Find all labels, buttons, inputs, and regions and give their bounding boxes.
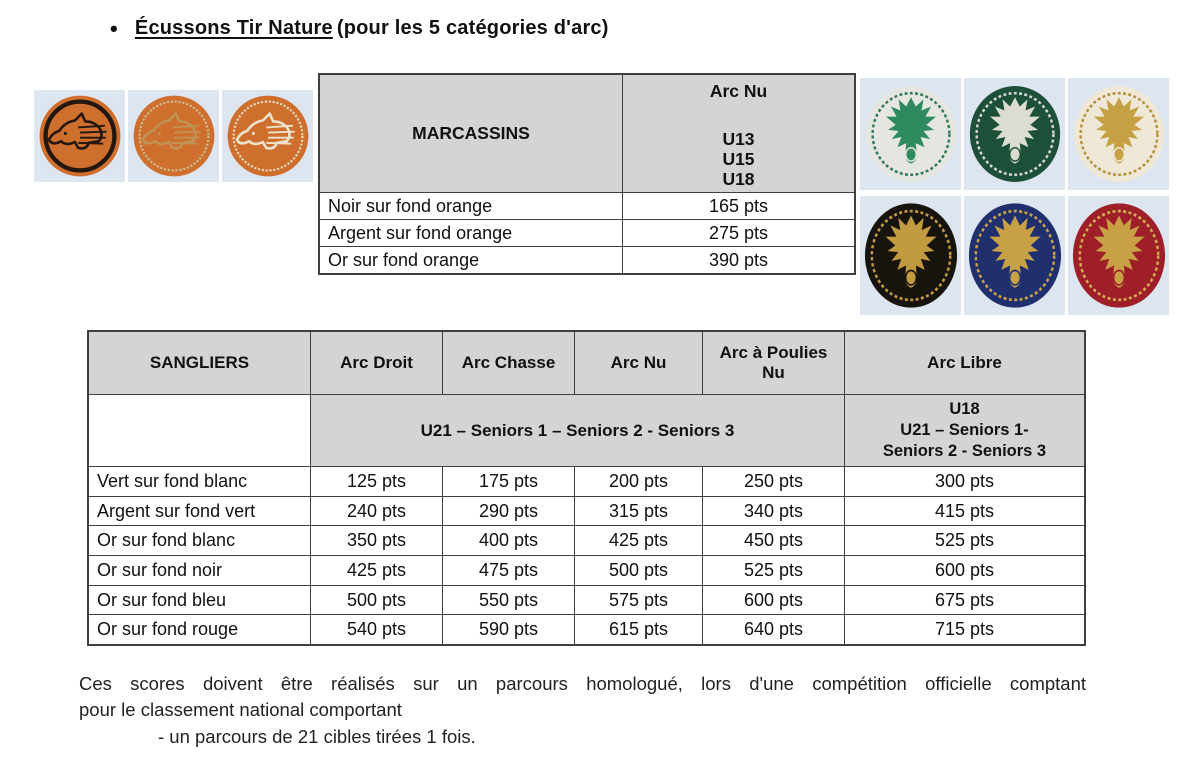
points-cell: 300 pts [844,467,1084,496]
marcassins-arc-nu-cell [622,75,854,192]
table-row [89,555,1084,585]
boar-head-side-icon [225,93,311,179]
points-cell: 525 pts [844,526,1084,555]
table-row [89,496,1084,526]
badge-noir-sur-fond-orange [34,90,125,182]
table-row [320,192,854,219]
column-header-arc-nu: Arc Nu [574,332,702,394]
footer-line-1: Ces scores doivent être réalisés sur un parcours homologué, lors d'une compétition officielle comptant [79,673,1086,694]
points-cell: 500 pts [310,586,442,615]
points-cell: 640 pts [702,615,844,644]
points-cell: 400 pts [442,526,574,555]
points-cell: 475 pts [442,556,574,585]
badge-or-sur-fond-orange [222,90,313,182]
age-line: U18 [949,399,980,418]
points-cell: 350 pts [310,526,442,555]
age-u13: U13 [722,128,755,149]
sangliers-header-row [89,332,1084,394]
points-cell: 415 pts [844,497,1084,526]
sangliers-age-row [89,394,1084,466]
row-label-cell: Noir sur fond orange [328,195,493,216]
age-group-main-cell: U21 – Seniors 1 – Seniors 2 - Seniors 3 [310,395,844,466]
table-row [89,525,1084,555]
points-cell: 675 pts [844,586,1084,615]
boar-head-front-icon [862,200,960,311]
table-row [320,219,854,246]
empty-cell [89,395,310,466]
points-cell: 275 pts [622,220,854,246]
row-label-cell: Or sur fond noir [97,559,223,580]
points-cell: 290 pts [442,497,574,526]
marcassins-table [318,73,856,275]
badge-or-sur-fond-bleu [964,196,1065,315]
points-cell: 200 pts [574,467,702,496]
boar-head-side-icon [37,93,123,179]
points-cell: 165 pts [622,193,854,219]
marcassins-category-cell: MARCASSINS [412,123,530,143]
points-cell: 500 pts [574,556,702,585]
boar-head-front-icon [1071,83,1167,185]
points-cell: 525 pts [702,556,844,585]
points-cell: 250 pts [702,467,844,496]
boar-head-side-icon [131,93,217,179]
age-categories [722,129,754,189]
title-suffix-text: (pour les 5 catégories d'arc) [336,17,609,39]
points-cell: 550 pts [442,586,574,615]
boar-head-front-icon [1070,200,1168,311]
row-label-cell: Argent sur fond vert [97,500,256,521]
points-cell: 600 pts [702,586,844,615]
age-line: Seniors 2 - Seniors 3 [882,442,1047,461]
table-row [320,246,854,273]
badge-argent-sur-fond-orange [128,90,219,182]
column-header-arc-chasse: Arc Chasse [442,332,574,394]
boar-head-front-icon [966,200,1064,311]
age-u15: U15 [722,148,755,169]
sangliers-badge-strip-bottom [860,196,1169,315]
table-row [89,614,1084,644]
sangliers-badge-strip-top [860,78,1169,190]
age-group-libre-cell [844,395,1084,466]
points-cell: 615 pts [574,615,702,644]
points-cell: 575 pts [574,586,702,615]
points-cell: 425 pts [574,526,702,555]
boar-head-front-icon [863,83,959,185]
boar-head-front-icon [967,83,1063,185]
row-label-cell: Or sur fond blanc [97,530,236,551]
column-header-arc-droit: Arc Droit [310,332,442,394]
points-cell: 125 pts [310,467,442,496]
row-label-cell: Or sur fond orange [328,249,480,270]
column-header-arc-libre: Arc Libre [844,332,1084,394]
points-cell: 450 pts [702,526,844,555]
division-label: Arc Nu [709,81,768,101]
footer-list-item: - un parcours de 21 cibles tirées 1 fois. [158,725,476,747]
marcassins-header-row [320,75,854,192]
page-title [110,17,609,40]
points-cell: 425 pts [310,556,442,585]
points-cell: 600 pts [844,556,1084,585]
badge-or-sur-fond-noir [860,196,961,315]
badge-or-sur-fond-blanc [1068,78,1169,190]
sangliers-table [87,330,1086,646]
sangliers-category-cell: SANGLIERS [149,352,250,372]
points-cell: 340 pts [702,497,844,526]
age-u18: U18 [722,168,755,189]
title-underlined-text: Écussons Tir Nature [134,17,333,39]
row-label-cell: Vert sur fond blanc [97,470,248,491]
points-cell: 175 pts [442,467,574,496]
row-label-cell: Argent sur fond orange [328,222,513,243]
points-cell: 240 pts [310,497,442,526]
bullet-icon: • [110,15,118,41]
points-cell: 390 pts [622,247,854,273]
badge-vert-sur-fond-blanc [860,78,961,190]
column-header-arc-a-poulies-nu: Arc à Poulies Nu [702,332,844,394]
footer-line-2: pour le classement national comportant [79,699,402,721]
age-line: U21 – Seniors 1- [900,420,1029,439]
points-cell: 590 pts [442,615,574,644]
table-row [89,466,1084,496]
badge-argent-sur-fond-vert [964,78,1065,190]
footer-note [79,671,1086,750]
row-label-cell: Or sur fond rouge [97,619,239,640]
row-label-cell: Or sur fond bleu [97,589,227,610]
badge-or-sur-fond-rouge [1068,196,1169,315]
marcassins-badge-strip [34,90,313,182]
points-cell: 540 pts [310,615,442,644]
points-cell: 315 pts [574,497,702,526]
points-cell: 715 pts [844,615,1084,644]
table-row [89,585,1084,615]
